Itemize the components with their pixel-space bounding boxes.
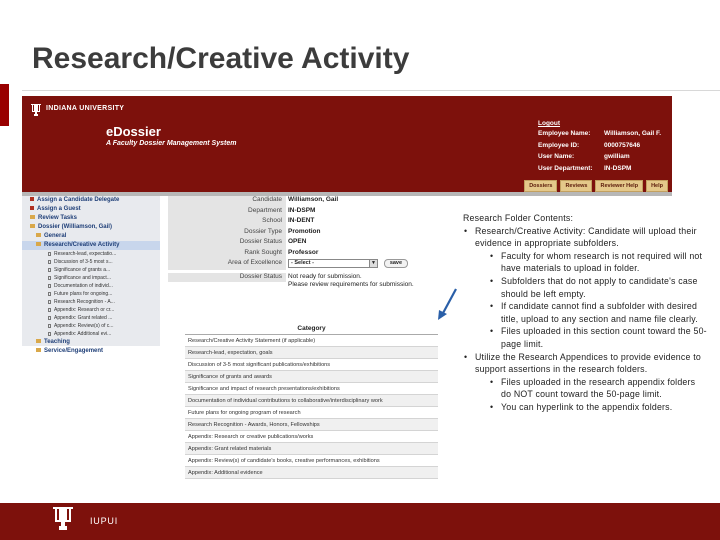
notes-subbullet: • Files uploaded in the research appendix folders do NOT count toward the 50-page limit. <box>463 376 708 401</box>
tab-help[interactable]: Help <box>646 180 668 192</box>
category-row: Discussion of 3-5 most significant publications/exhibitions <box>185 359 438 371</box>
tree-subitem[interactable]: Appendix: Research or cr... <box>22 306 160 314</box>
tree-item-dossier[interactable]: Dossier (Williamson, Gail) <box>22 223 160 232</box>
left-accent-bar <box>0 84 9 126</box>
top-nav <box>524 180 668 192</box>
tree-item-assign-delegate[interactable]: Assign a Candidate Delegate <box>22 196 160 205</box>
footer-label: IUPUI <box>90 516 119 526</box>
folder-icon <box>36 348 41 352</box>
notes-subbullet: • You can hyperlink to the appendix folders. <box>463 401 708 414</box>
app-title: eDossier <box>106 124 161 139</box>
title-divider <box>22 90 720 91</box>
category-row: Significance and impact of research presentations/exhibitions <box>185 383 438 395</box>
category-row: Appendix: Grant related materials <box>185 443 438 455</box>
notes-heading: Research Folder Contents: <box>463 213 574 223</box>
tab-reviewer-help[interactable]: Reviewer Help <box>595 180 643 192</box>
tree-item-review-tasks[interactable]: Review Tasks <box>22 214 160 223</box>
candidate-info <box>168 196 434 292</box>
tree-subitem[interactable]: Significance of grants a... <box>22 266 160 274</box>
tree-item-assign-guest[interactable]: Assign a Guest <box>22 205 160 214</box>
category-row: Appendix: Additional evidence <box>185 467 438 479</box>
edossier-banner <box>22 96 672 192</box>
chevron-down-icon: ▼ <box>369 260 377 267</box>
app-subtitle: A Faculty Dossier Management System <box>106 140 237 147</box>
status-line: Not ready for submission. <box>288 272 362 280</box>
tree-item-teaching[interactable]: Teaching <box>22 338 160 347</box>
tab-dossiers[interactable]: Dossiers <box>524 180 557 192</box>
category-row: Significance of grants and awards <box>185 371 438 383</box>
slide-title: Research/Creative Activity <box>32 42 410 75</box>
candidate-row: Rank Sought Professor <box>168 249 434 260</box>
candidate-row: Dossier Status OPEN <box>168 238 434 249</box>
tree-subitem[interactable]: Research-lead, expectatio... <box>22 250 160 258</box>
notes-subbullet: • Faculty for whom research is not required will not have materials to upload in folder. <box>463 250 708 275</box>
document-icon <box>48 276 51 280</box>
folder-icon <box>30 215 35 219</box>
notes-bullet: • Utilize the Research Appendices to provide evidence to support assertions in the research folders. <box>463 351 708 376</box>
task-icon <box>30 206 34 210</box>
candidate-row: School IN-DENT <box>168 217 434 228</box>
category-row: Appendix: Review(s) of candidate's books, creative performances, exhibitions <box>185 455 438 467</box>
document-icon <box>48 260 51 264</box>
category-header: Category <box>185 325 438 335</box>
research-notes <box>463 212 708 414</box>
save-button[interactable]: save <box>384 259 408 268</box>
task-icon <box>30 197 34 201</box>
tree-item-research[interactable]: Research/Creative Activity <box>22 241 160 250</box>
dossier-status-row: Dossier Status Not ready for submission. Please review requirements for submission. <box>168 273 434 289</box>
document-icon <box>48 332 51 336</box>
folder-open-icon <box>36 242 41 246</box>
logout-link[interactable]: Logout <box>538 120 561 127</box>
area-of-excellence-select[interactable]: - Select - ▼ <box>288 259 378 268</box>
tree-subitem[interactable]: Appendix: Grant related ... <box>22 314 160 322</box>
user-info-row: User Department: IN-DSPM <box>538 164 632 172</box>
iu-trident-icon <box>30 103 42 117</box>
user-info-row: Employee Name: Williamson, Gail F. <box>538 130 662 137</box>
tree-subitem[interactable]: Documentation of individ... <box>22 282 160 290</box>
document-icon <box>48 284 51 288</box>
document-icon <box>48 308 51 312</box>
category-table <box>185 325 438 479</box>
category-row: Research Recognition - Awards, Honors, Fellowships <box>185 419 438 431</box>
folder-open-icon <box>30 224 35 228</box>
document-icon <box>48 300 51 304</box>
document-icon <box>48 292 51 296</box>
folder-icon <box>36 339 41 343</box>
tree-subitem[interactable]: Research Recognition - A... <box>22 298 160 306</box>
tree-subitem[interactable]: Future plans for ongoing... <box>22 290 160 298</box>
document-icon <box>48 316 51 320</box>
tree-subitem[interactable]: Appendix: Review(s) of c... <box>22 322 160 330</box>
notes-subbullet: • If candidate cannot find a subfolder with desired title, upload to any section and name file clearly. <box>463 300 708 325</box>
category-row: Research-lead, expectation, goals <box>185 347 438 359</box>
tree-subitem[interactable]: Discussion of 3-5 most s... <box>22 258 160 266</box>
candidate-row: Candidate Williamson, Gail <box>168 196 434 207</box>
tree-subitem[interactable]: Significance and impact... <box>22 274 160 282</box>
document-icon <box>48 268 51 272</box>
dossier-tree <box>22 196 160 354</box>
candidate-row: Dossier Type Promotion <box>168 228 434 239</box>
area-of-excellence-row: Area of Excellence - Select - ▼ save <box>168 259 434 270</box>
tree-subitem[interactable]: Appendix: Additional evi... <box>22 330 160 338</box>
tree-item-general[interactable]: General <box>22 232 160 241</box>
status-line: Please review requirements for submission. <box>288 280 414 288</box>
university-name: INDIANA UNIVERSITY <box>46 105 125 112</box>
folder-icon <box>36 233 41 237</box>
notes-subbullet: • Files uploaded in this section count toward the 50-page limit. <box>463 325 708 350</box>
iu-trident-logo-icon <box>51 504 75 536</box>
user-info-panel <box>538 120 661 176</box>
user-info-row: Employee ID: 0000757646 <box>538 141 641 149</box>
category-row: Documentation of individual contributions to collaborative/interdisciplinary work <box>185 395 438 407</box>
category-row: Research/Creative Activity Statement (if applicable) <box>185 335 438 347</box>
notes-bullet: • Research/Creative Activity: Candidate will upload their evidence in appropriate subfolders. <box>463 225 708 250</box>
notes-subbullet: • Subfolders that do not apply to candidate's case should be left empty. <box>463 275 708 300</box>
tab-reviews[interactable]: Reviews <box>560 180 592 192</box>
tree-item-service[interactable]: Service/Engagement <box>22 347 160 356</box>
category-row: Future plans for ongoing program of research <box>185 407 438 419</box>
candidate-row: Department IN-DSPM <box>168 207 434 218</box>
document-icon <box>48 252 51 256</box>
document-icon <box>48 324 51 328</box>
user-info-row: User Name: gwilliam <box>538 153 630 160</box>
category-row: Appendix: Research or creative publications/works <box>185 431 438 443</box>
pointer-arrow-icon <box>436 287 460 321</box>
